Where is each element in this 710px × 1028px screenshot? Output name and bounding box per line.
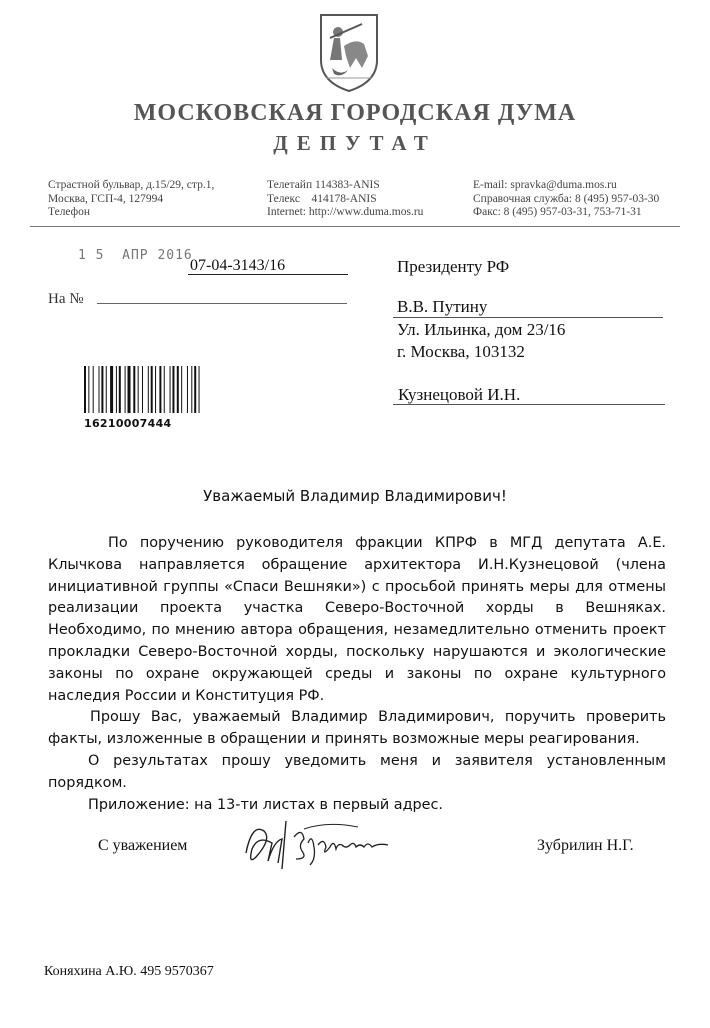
registration-underline bbox=[188, 274, 348, 275]
addressee-city: г. Москва, 103132 bbox=[397, 342, 525, 361]
paragraph-instruction: Прошу Вас, уважаемый Владимир Владимирович, поручить проверить факты, изложенные в обращении и принять возможные меры реагирования. bbox=[48, 709, 666, 748]
copy-recipient-underline bbox=[393, 404, 665, 405]
copy-recipient: Кузнецовой И.Н. bbox=[398, 385, 521, 404]
contact-line: Телекс 414178-ANIS bbox=[267, 192, 377, 205]
contact-line: Телетайп 114383-ANIS bbox=[267, 179, 380, 191]
contacts-service bbox=[473, 179, 659, 220]
contact-line: Страстной бульвар, д.15/29, стр.1, bbox=[48, 179, 215, 191]
contact-line: E-mail: spravka@duma.mos.ru bbox=[473, 179, 617, 191]
organization-name: МОСКОВСКАЯ ГОРОДСКАЯ ДУМА bbox=[133, 100, 577, 126]
contacts-address bbox=[48, 179, 214, 220]
date-stamp: 1 5 АПР 2016 bbox=[78, 248, 193, 263]
contact-line: Телефон bbox=[48, 206, 91, 218]
executor-contact: Коняхина А.Ю. 495 9570367 bbox=[44, 964, 214, 979]
barcode-number: 16210007444 bbox=[84, 417, 172, 430]
moscow-coat-of-arms-icon bbox=[318, 12, 380, 94]
closing-phrase: С уважением bbox=[98, 837, 188, 854]
addressee-name: В.В. Путину bbox=[397, 297, 488, 316]
addressee-street: Ул. Ильинка, дом 23/16 bbox=[397, 320, 566, 339]
salutation: Уважаемый Владимир Владимирович! bbox=[203, 487, 507, 505]
paragraph-request: По поручению руководителя фракции КПРФ в МГД депутата А.Е. Клычкова направляется обращение архитектора И.Н.Кузнецовой (члена инициативной группы «Спаси Вешняки») с просьбой принять меры для отмены реализации проекта участка Северо-Восточной хорды в Вешняках. Необходимо, по мнению автора обращения, незамедлительно отменить проект прокладки Северо-Восточной хорды, поскольку нарушаются и экологические законы по охране окружающей среды и законы по охране культурного наследия России и Конституция РФ. bbox=[48, 535, 666, 704]
addressee-underline bbox=[393, 317, 663, 318]
reply-to-label: На № bbox=[48, 291, 84, 307]
position-title: ДЕПУТАТ bbox=[273, 131, 437, 155]
barcode-icon bbox=[84, 366, 241, 413]
paragraph-attachment: Приложение: на 13-ти листах в первый адрес. bbox=[88, 796, 444, 813]
registration-number: 07-04-3143/16 bbox=[190, 257, 286, 274]
addressee-title: Президенту РФ bbox=[397, 257, 510, 276]
paragraph-results: О результатах прошу уведомить меня и заявителя установленным порядком. bbox=[48, 752, 666, 791]
contacts-telecom bbox=[267, 179, 423, 220]
signer-name: Зубрилин Н.Г. bbox=[537, 837, 634, 854]
contact-line: Факс: 8 (495) 957-03-31, 753-71-31 bbox=[473, 206, 642, 218]
contact-line: Internet: http://www.duma.mos.ru bbox=[267, 206, 424, 218]
letter-body bbox=[48, 533, 666, 816]
signature-icon bbox=[238, 813, 428, 873]
reply-to-underline bbox=[97, 303, 347, 304]
header-divider bbox=[30, 226, 680, 227]
contact-line: Справочная служба: 8 (495) 957-03-30 bbox=[473, 192, 660, 205]
contact-line: Москва, ГСП-4, 127994 bbox=[48, 192, 164, 205]
